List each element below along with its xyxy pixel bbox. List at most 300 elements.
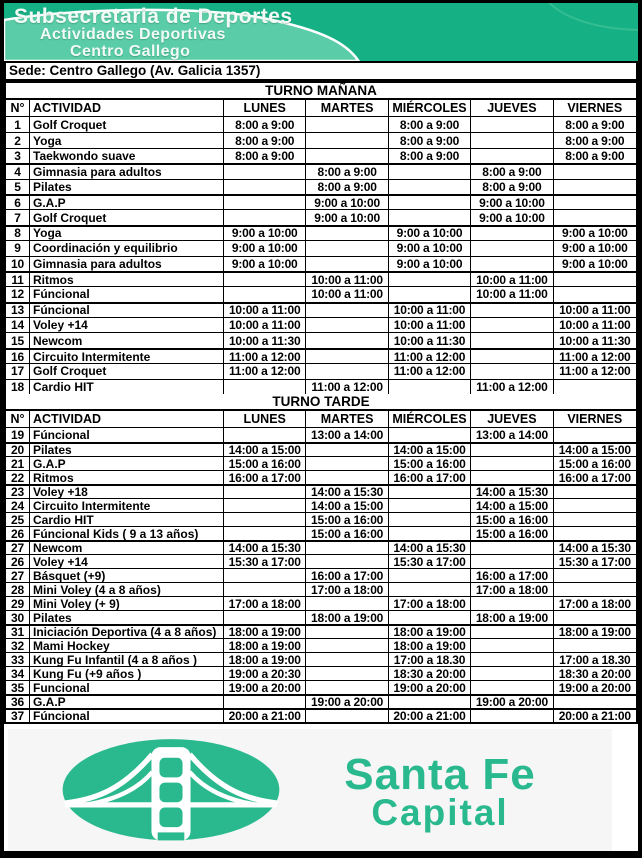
row-number-cell: 29: [6, 597, 30, 610]
column-header: JUEVES: [471, 100, 553, 116]
time-cell: 15:00 a 16:00: [306, 513, 388, 526]
time-cell: 16:00 a 17:00: [558, 471, 631, 485]
table-row: [6, 179, 636, 194]
table-row: [6, 271, 636, 286]
time-cell: 20:00 a 21:00: [558, 710, 631, 723]
time-cell: [554, 287, 636, 301]
time-cell: 8:00 a 9:00: [565, 148, 625, 163]
column-header: N°: [6, 100, 30, 116]
table-row: [6, 470, 636, 484]
time-cell: 14:00 a 15:30: [306, 486, 388, 498]
activity-cell: Yoga: [30, 227, 224, 240]
time-cell: [471, 117, 553, 132]
time-cell: [389, 380, 471, 394]
time-cell: 14:00 a 15:00: [224, 444, 306, 456]
activity-cell: Circuito Intermitente: [30, 499, 224, 512]
time-cell: [554, 428, 636, 442]
activity-cell: Voley +14: [30, 555, 224, 568]
time-cell: [224, 287, 306, 301]
time-cell: [471, 149, 553, 163]
activity-cell: Fúncional: [30, 287, 224, 301]
time-cell: 10:00 a 11:30: [559, 333, 631, 348]
time-cell: [224, 569, 306, 582]
column-header: LUNES: [224, 411, 306, 427]
activity-cell: G.A.P: [30, 457, 224, 470]
time-cell: 8:00 a 9:00: [224, 149, 306, 163]
time-cell: 9:00 a 10:00: [306, 210, 388, 224]
time-cell: [389, 180, 471, 194]
table-row: [6, 117, 636, 132]
banner-title: Subsecretaria de Deportes: [14, 5, 293, 28]
time-cell: 10:00 a 11:00: [471, 287, 553, 301]
table-row: [6, 148, 636, 163]
time-cell: [471, 364, 553, 378]
time-cell: [554, 583, 636, 596]
time-cell: [554, 696, 636, 708]
time-cell: [224, 486, 306, 498]
table-row: [6, 582, 636, 596]
activity-cell: Ritmos: [30, 471, 224, 484]
time-cell: [306, 117, 388, 132]
time-cell: 13:00 a 14:00: [306, 428, 388, 442]
time-cell: [471, 681, 553, 694]
time-cell: 10:00 a 11:00: [224, 318, 306, 332]
time-cell: 8:00 a 9:00: [224, 117, 306, 132]
time-cell: [389, 210, 471, 224]
table-row: [6, 379, 636, 394]
time-cell: [306, 444, 388, 456]
table-row: [6, 256, 636, 271]
time-cell: [471, 241, 553, 255]
time-cell: [471, 667, 553, 680]
time-cell: 10:00 a 11:00: [306, 287, 388, 301]
time-cell: [554, 569, 636, 582]
time-cell: 9:00 a 10:00: [224, 241, 306, 255]
time-cell: 11:00 a 12:00: [224, 350, 306, 363]
time-cell: 11:00 a 12:00: [559, 349, 631, 364]
time-cell: 19:00 a 20:00: [558, 681, 631, 695]
time-cell: 18:00 a 19:00: [224, 653, 306, 666]
table-row: [6, 708, 636, 722]
time-cell: [306, 318, 388, 332]
time-cell: [389, 513, 471, 526]
table-row: [6, 286, 636, 301]
time-cell: 9:00 a 10:00: [471, 210, 553, 224]
table-row: [6, 240, 636, 255]
time-cell: [306, 653, 388, 666]
time-cell: [471, 304, 553, 317]
activity-cell: Pilates: [30, 180, 224, 194]
time-cell: 8:00 a 9:00: [224, 133, 306, 147]
activity-cell: Fúncional Kids ( 9 a 13 años): [30, 527, 224, 540]
time-cell: [224, 180, 306, 194]
time-cell: [306, 710, 388, 722]
time-cell: 17:00 a 18.30: [389, 653, 471, 666]
activity-cell: Básquet (+9): [30, 569, 224, 582]
time-cell: [224, 428, 306, 442]
time-cell: 18:00 a 19:00: [558, 626, 631, 639]
time-cell: 17:00 a 18.30: [559, 653, 631, 667]
table-row: [6, 194, 636, 209]
time-cell: [471, 227, 553, 240]
column-header: VIERNES: [567, 101, 623, 115]
activity-cell: Funcional: [30, 681, 224, 694]
time-cell: [471, 350, 553, 363]
time-cell: 9:00 a 10:00: [471, 196, 553, 209]
activity-cell: Golf Croquet: [30, 364, 224, 378]
column-header: ACTIVIDAD: [30, 411, 224, 427]
time-cell: 10:00 a 11:00: [559, 303, 631, 318]
row-number-cell: 1: [6, 117, 30, 132]
table-row: [6, 554, 636, 568]
time-cell: [471, 471, 553, 484]
suspension-bridge-logo-icon: [60, 736, 282, 848]
time-cell: [389, 428, 471, 442]
row-number-cell: 14: [6, 318, 30, 332]
table-row: [6, 332, 636, 347]
time-cell: 10:00 a 11:30: [389, 333, 471, 347]
time-cell: [306, 639, 388, 652]
activity-cell: Fúncional: [30, 710, 224, 722]
activity-cell: Fúncional: [30, 428, 224, 442]
time-cell: 13:00 a 14:00: [471, 428, 553, 442]
time-cell: 17:00 a 18:00: [471, 583, 553, 596]
activity-cell: Cardio HIT: [30, 380, 224, 394]
time-cell: 8:00 a 9:00: [565, 133, 625, 148]
row-number-cell: 28: [6, 583, 30, 596]
activity-cell: G.A.P: [30, 696, 224, 708]
table-row: [6, 428, 636, 442]
time-cell: [554, 639, 636, 652]
column-header: MIÉRCOLES: [389, 100, 471, 116]
time-cell: [306, 350, 388, 363]
time-cell: 8:00 a 9:00: [389, 149, 471, 163]
time-cell: 8:00 a 9:00: [389, 117, 471, 132]
time-cell: [306, 681, 388, 694]
time-cell: 18:00 a 19:00: [224, 626, 306, 638]
section-manana: [6, 83, 636, 394]
time-cell: [389, 486, 471, 498]
time-cell: 16:00 a 17:00: [224, 471, 306, 484]
brand-text: [282, 749, 612, 834]
row-number-cell: 8: [6, 227, 30, 240]
schedule-table: [4, 81, 638, 724]
table-row: [6, 163, 636, 178]
time-cell: 19:00 a 20:30: [224, 667, 306, 680]
time-cell: 18:00 a 19:00: [389, 626, 471, 638]
time-cell: [471, 710, 553, 722]
sede-label: Sede: Centro Gallego (Av. Galicia 1357): [4, 61, 638, 81]
brand-line-1: Santa Fe: [344, 749, 536, 799]
time-cell: 15:30 a 17:00: [558, 555, 631, 569]
time-cell: [224, 583, 306, 596]
time-cell: [554, 611, 636, 624]
table-row: [6, 610, 636, 624]
table-row: [6, 624, 636, 638]
time-cell: 19:00 a 20:00: [471, 696, 553, 708]
time-cell: [306, 471, 388, 484]
row-number-cell: 26: [6, 527, 30, 540]
time-cell: 8:00 a 9:00: [306, 180, 388, 194]
time-cell: 14:00 a 15:00: [306, 499, 388, 512]
time-cell: 9:00 a 10:00: [389, 227, 471, 240]
time-cell: [306, 364, 388, 378]
time-cell: [471, 333, 553, 347]
time-cell: [471, 257, 553, 271]
time-cell: 9:00 a 10:00: [389, 241, 471, 255]
row-number-cell: 17: [6, 364, 30, 378]
time-cell: 15:00 a 16:00: [471, 513, 553, 526]
time-cell: [471, 597, 553, 610]
row-number-cell: 10: [6, 257, 30, 271]
activity-cell: Mami Hockey: [30, 639, 224, 652]
time-cell: 14:00 a 15:00: [471, 499, 553, 512]
row-number-cell: 24: [6, 499, 30, 512]
time-cell: 17:00 a 18:00: [389, 597, 471, 610]
time-cell: 10:00 a 11:00: [224, 304, 306, 317]
time-cell: [389, 273, 471, 286]
time-cell: 9:00 a 10:00: [561, 256, 628, 271]
time-cell: 8:00 a 9:00: [471, 180, 553, 194]
time-cell: 10:00 a 11:00: [559, 318, 631, 333]
table-row: [6, 540, 636, 554]
time-cell: 15:00 a 16:00: [471, 527, 553, 540]
time-cell: [306, 555, 388, 568]
time-cell: [554, 499, 636, 512]
activity-cell: Kung Fu Infantil (4 a 8 años ): [30, 653, 224, 666]
time-cell: 14:00 a 15:00: [558, 444, 631, 457]
time-cell: [471, 626, 553, 638]
time-cell: [224, 499, 306, 512]
column-header: LUNES: [224, 100, 306, 116]
row-number-cell: 3: [6, 149, 30, 163]
time-cell: [389, 569, 471, 582]
row-number-cell: 20: [6, 444, 30, 456]
activity-cell: Newcom: [30, 333, 224, 347]
time-cell: [471, 444, 553, 456]
header-banner: [4, 3, 638, 61]
activity-cell: Iniciación Deportiva (4 a 8 años): [30, 626, 224, 638]
time-cell: [389, 499, 471, 512]
time-cell: 18:00 a 19:00: [306, 611, 388, 624]
activity-cell: Pilates: [30, 611, 224, 624]
table-row: [6, 694, 636, 708]
time-cell: 11:00 a 12:00: [471, 380, 553, 394]
time-cell: [554, 513, 636, 526]
row-number-cell: 5: [6, 180, 30, 194]
time-cell: 10:00 a 11:00: [389, 304, 471, 317]
time-cell: [389, 696, 471, 708]
time-cell: 11:00 a 12:00: [559, 364, 631, 379]
time-cell: 18:00 a 19:00: [471, 611, 553, 624]
time-cell: 18:30 a 20:00: [389, 667, 471, 680]
table-row: [6, 680, 636, 694]
activity-cell: Ritmos: [30, 273, 224, 286]
time-cell: [554, 180, 636, 194]
time-cell: 11:00 a 12:00: [389, 350, 471, 363]
time-cell: [389, 583, 471, 596]
row-number-cell: 15: [6, 333, 30, 347]
activity-cell: Pilates: [30, 444, 224, 456]
time-cell: [306, 542, 388, 554]
time-cell: 8:00 a 9:00: [565, 117, 625, 132]
time-cell: 15:30 a 17:00: [389, 555, 471, 568]
row-number-cell: 25: [6, 513, 30, 526]
column-header: VIERNES: [567, 412, 623, 427]
table-row: [6, 442, 636, 456]
activity-cell: Voley +18: [30, 486, 224, 498]
time-cell: 11:00 a 12:00: [306, 380, 388, 394]
table-row: [6, 596, 636, 610]
time-cell: 17:00 a 18:00: [306, 583, 388, 596]
row-number-cell: 34: [6, 667, 30, 680]
time-cell: [306, 457, 388, 470]
time-cell: 14:00 a 15:30: [389, 542, 471, 554]
footer: [8, 729, 612, 855]
table-row: [6, 302, 636, 317]
row-number-cell: 33: [6, 653, 30, 666]
time-cell: 10:00 a 11:30: [224, 333, 306, 347]
column-header-row: [6, 411, 636, 428]
time-cell: 11:00 a 12:00: [389, 364, 471, 378]
activity-cell: Mini Voley (+ 9): [30, 597, 224, 610]
time-cell: [306, 626, 388, 638]
time-cell: 16:00 a 17:00: [306, 569, 388, 582]
time-cell: [389, 287, 471, 301]
table-row: [6, 484, 636, 498]
section-tarde: [6, 394, 636, 722]
time-cell: 8:00 a 9:00: [471, 165, 553, 178]
time-cell: [554, 210, 636, 224]
time-cell: [306, 257, 388, 271]
time-cell: 10:00 a 11:00: [389, 318, 471, 332]
time-cell: 14:00 a 15:30: [558, 542, 631, 555]
time-cell: 19:00 a 20:00: [389, 681, 471, 694]
time-cell: 19:00 a 20:00: [306, 696, 388, 708]
time-cell: 14:00 a 15:30: [224, 542, 306, 554]
time-cell: 10:00 a 11:00: [306, 273, 388, 286]
time-cell: [554, 196, 636, 209]
column-header-row: [6, 100, 636, 117]
time-cell: [471, 639, 553, 652]
time-cell: [224, 165, 306, 178]
time-cell: [224, 273, 306, 286]
section-title-tarde: TURNO TARDE: [6, 394, 636, 411]
column-header: MARTES: [306, 411, 388, 427]
time-cell: [306, 667, 388, 680]
activity-cell: Fúncional: [30, 304, 224, 317]
activity-cell: Coordinación y equilibrio: [30, 241, 224, 255]
activity-cell: G.A.P: [30, 196, 224, 209]
activity-cell: Cardio HIT: [30, 513, 224, 526]
time-cell: [306, 597, 388, 610]
time-cell: 16:00 a 17:00: [471, 569, 553, 582]
row-number-cell: 18: [6, 380, 30, 394]
time-cell: [306, 133, 388, 147]
time-cell: [224, 527, 306, 540]
activity-cell: Kung Fu (+9 años ): [30, 667, 224, 680]
column-header: JUEVES: [471, 411, 553, 427]
row-number-cell: 11: [6, 273, 30, 286]
time-cell: 18:00 a 19:00: [224, 639, 306, 652]
time-cell: 11:00 a 12:00: [224, 364, 306, 378]
row-number-cell: 23: [6, 486, 30, 498]
row-number-cell: 22: [6, 471, 30, 484]
row-number-cell: 37: [6, 710, 30, 722]
row-number-cell: 12: [6, 287, 30, 301]
row-number-cell: 35: [6, 681, 30, 694]
row-number-cell: 31: [6, 626, 30, 638]
time-cell: 10:00 a 11:00: [471, 273, 553, 286]
time-cell: [224, 210, 306, 224]
time-cell: 15:00 a 16:00: [306, 527, 388, 540]
time-cell: 9:00 a 10:00: [306, 196, 388, 209]
column-header: N°: [6, 411, 30, 427]
time-cell: [471, 457, 553, 470]
time-cell: 16:00 a 17:00: [389, 471, 471, 484]
time-cell: [306, 333, 388, 347]
row-number-cell: 32: [6, 639, 30, 652]
banner-subtitle-1: Actividades Deportivas: [40, 26, 226, 43]
time-cell: [471, 318, 553, 332]
time-cell: 9:00 a 10:00: [561, 241, 628, 256]
time-cell: [554, 527, 636, 540]
time-cell: [554, 380, 636, 394]
row-number-cell: 36: [6, 696, 30, 708]
activity-cell: Gimnasia para adultos: [30, 165, 224, 178]
table-row: [6, 456, 636, 470]
table-row: [6, 666, 636, 680]
time-cell: 18:00 a 19:00: [389, 639, 471, 652]
time-cell: 17:00 a 18:00: [224, 597, 306, 610]
table-row: [6, 568, 636, 582]
table-row: [6, 638, 636, 652]
time-cell: [306, 304, 388, 317]
time-cell: [471, 555, 553, 568]
time-cell: 20:00 a 21:00: [224, 710, 306, 722]
activity-cell: Yoga: [30, 133, 224, 147]
time-cell: 9:00 a 10:00: [561, 226, 628, 241]
column-header: MARTES: [306, 100, 388, 116]
table-row: [6, 317, 636, 332]
row-number-cell: 4: [6, 165, 30, 178]
row-number-cell: 26: [6, 555, 30, 568]
time-cell: 14:00 a 15:30: [471, 486, 553, 498]
row-number-cell: 27: [6, 542, 30, 554]
table-row: [6, 512, 636, 526]
time-cell: 9:00 a 10:00: [389, 257, 471, 271]
banner-subtitle-2: Centro Gallego: [70, 43, 191, 60]
time-cell: [554, 165, 636, 178]
row-number-cell: 2: [6, 133, 30, 147]
time-cell: [389, 527, 471, 540]
brand-line-2: Capital: [371, 792, 509, 834]
time-cell: [389, 611, 471, 624]
time-cell: 8:00 a 9:00: [389, 133, 471, 147]
time-cell: 8:00 a 9:00: [306, 165, 388, 178]
activity-cell: Gimnasia para adultos: [30, 257, 224, 271]
table-row: [6, 652, 636, 666]
column-header: ACTIVIDAD: [30, 100, 224, 116]
table-row: [6, 348, 636, 363]
time-cell: 17:00 a 18:00: [558, 597, 631, 611]
time-cell: 19:00 a 20:00: [224, 681, 306, 694]
time-cell: 9:00 a 10:00: [224, 227, 306, 240]
table-row: [6, 526, 636, 540]
time-cell: [224, 196, 306, 209]
activity-cell: Circuito Intermitente: [30, 350, 224, 363]
time-cell: [471, 133, 553, 147]
